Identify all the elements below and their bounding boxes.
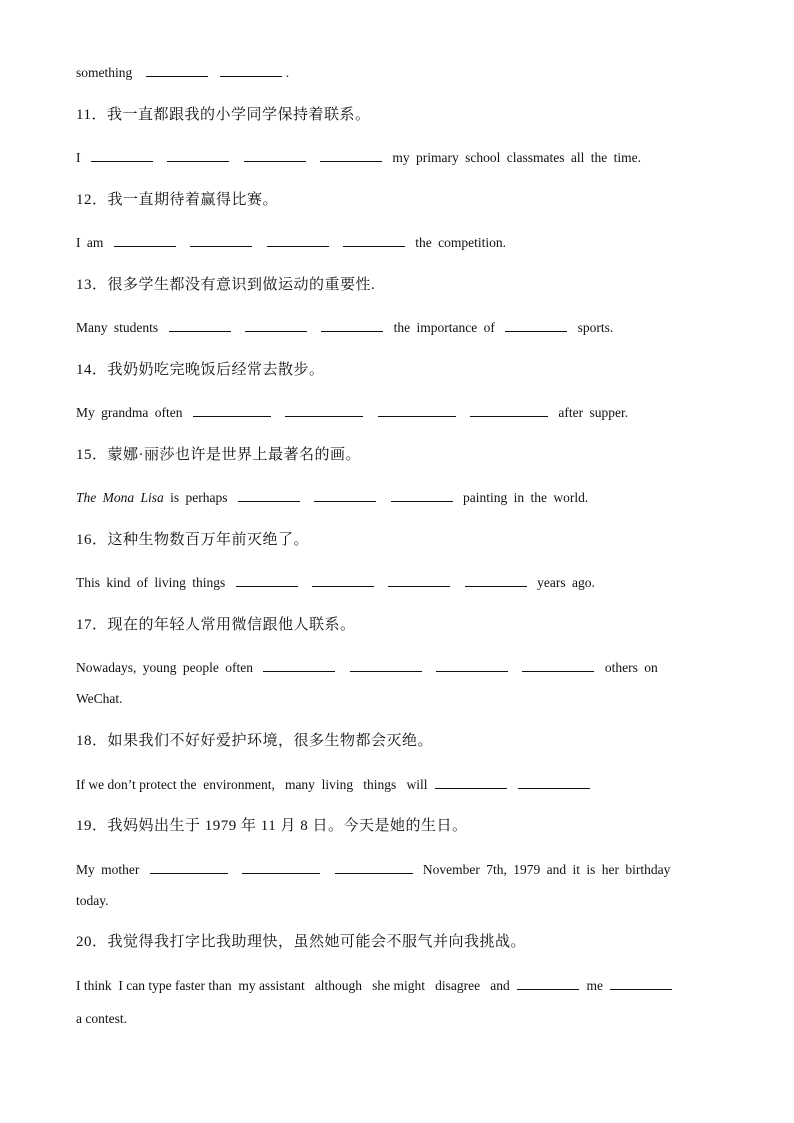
answer-blank[interactable] [193,404,271,417]
question-11-english: I my primary school classmates all the time. [76,150,641,165]
answer-blank[interactable] [267,234,329,247]
question-12-english: I am the competition. [76,235,506,250]
answer-blank[interactable] [350,659,422,672]
answer-blank[interactable] [391,489,453,502]
answer-blank[interactable] [343,234,405,247]
question-15-chinese: 15．蒙娜·丽莎也许是世界上最著名的画。 [76,447,362,463]
answer-blank[interactable] [244,149,306,162]
question-19-chinese: 19．我妈妈出生于 1979 年 11 月 8 日。今天是她的生日。 [76,818,468,834]
answer-blank[interactable] [505,319,567,332]
answer-blank[interactable] [169,319,231,332]
answer-blank[interactable] [436,659,508,672]
question-19-english-cont: today. [76,893,109,908]
question-18-chinese: 18．如果我们不好好爱护环境，很多生物都会灭绝。 [76,733,434,749]
question-17-chinese: 17．现在的年轻人常用微信跟他人联系。 [76,617,356,633]
question-13-english: Many students the importance of sports. [76,320,614,335]
answer-blank[interactable] [146,64,208,77]
answer-blank[interactable] [312,574,374,587]
answer-blank[interactable] [190,234,252,247]
answer-blank[interactable] [220,64,282,77]
question-13-chinese: 13．很多学生都没有意识到做运动的重要性. [76,277,376,293]
answer-blank[interactable] [320,149,382,162]
answer-blank[interactable] [435,776,507,789]
answer-blank[interactable] [388,574,450,587]
answer-blank[interactable] [114,234,176,247]
answer-blank[interactable] [465,574,527,587]
question-16-english: This kind of living things years ago. [76,575,595,590]
answer-blank[interactable] [242,861,320,874]
question-17-english-cont: WeChat. [76,691,123,706]
answer-blank[interactable] [238,489,300,502]
answer-blank[interactable] [150,861,228,874]
question-12-chinese: 12．我一直期待着赢得比赛。 [76,192,279,208]
answer-blank[interactable] [610,977,672,990]
question-16-chinese: 16．这种生物数百万年前灭绝了。 [76,532,310,548]
question-20-english: I think I can type faster than my assistant although she might disagree and me [76,977,676,995]
answer-blank[interactable] [314,489,376,502]
prev-answer-line: something . [76,65,290,80]
question-15-english: The Mona Lisa is perhaps painting in the world. [76,490,589,505]
answer-blank[interactable] [285,404,363,417]
answer-blank[interactable] [517,977,579,990]
question-19-english: My mother November 7th, 1979 and it is her birthday [76,862,671,877]
question-14-chinese: 14．我奶奶吃完晚饭后经常去散步。 [76,362,325,378]
question-20-chinese: 20．我觉得我打字比我助理快，虽然她可能会不服气并向我挑战。 [76,934,527,950]
answer-blank[interactable] [378,404,456,417]
question-18-english: If we don’t protect the environment, many living things will [76,776,594,794]
answer-blank[interactable] [263,659,335,672]
answer-blank[interactable] [321,319,383,332]
question-11-chinese: 11．我一直都跟我的小学同学保持着联系。 [76,107,371,123]
question-20-english-cont: a contest. [76,1011,127,1026]
answer-blank[interactable] [470,404,548,417]
question-17-english: Nowadays, young people often others on [76,660,658,675]
answer-blank[interactable] [167,149,229,162]
answer-blank[interactable] [91,149,153,162]
answer-blank[interactable] [245,319,307,332]
answer-blank[interactable] [522,659,594,672]
answer-blank[interactable] [335,861,413,874]
answer-blank[interactable] [236,574,298,587]
question-14-english: My grandma often after supper. [76,405,629,420]
answer-blank[interactable] [518,776,590,789]
